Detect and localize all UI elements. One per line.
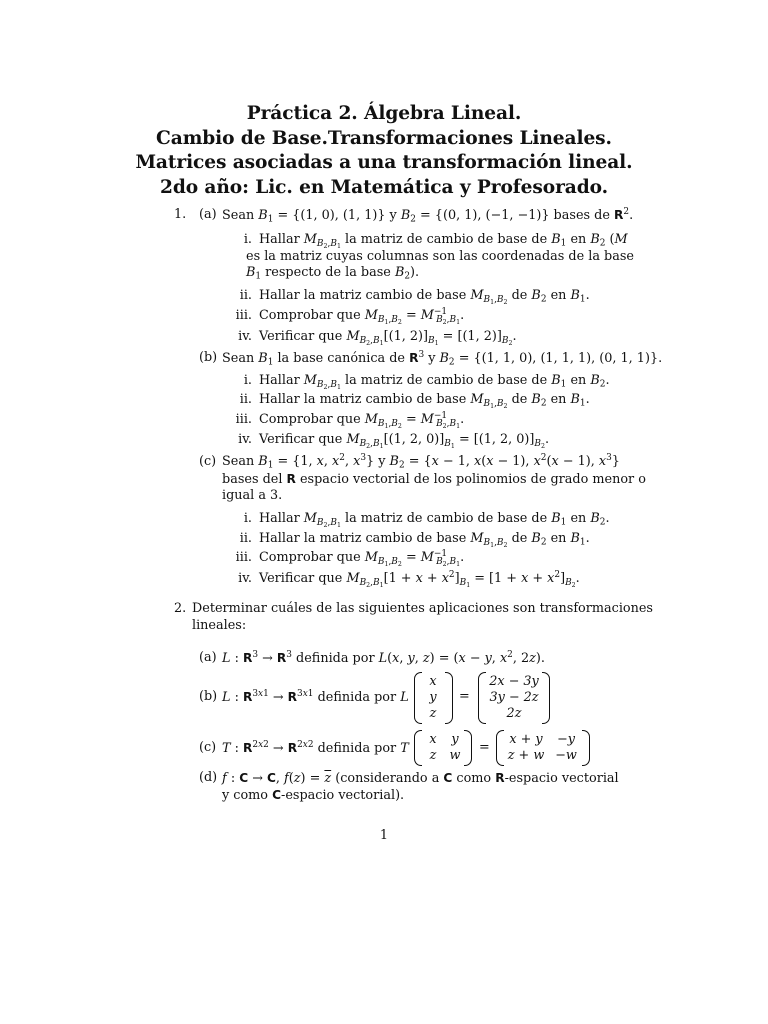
item-1a-iii-text: Comprobar que $M_{B_1,B_2} = M^{-1}_{B_2,B_1}$.: [259, 307, 465, 326]
exercise-1c-statement-line-3: igual a 3.: [222, 488, 283, 503]
item-1c-ii-text: Hallar la matriz cambio de base $M_{B_1,B_2}$ de $B_2$ en $B_1$.: [259, 531, 590, 549]
item-1c-ii-number: ii.: [239, 531, 252, 546]
item-1a-i-text-line-1: Hallar $M_{B_2,B_1}$ la matriz de cambio de base de $B_1$ en $B_2$ (M: [259, 232, 628, 250]
item-1c-i-text: Hallar $M_{B_2,B_1}$ la matriz de cambio de base de $B_1$ en $B_2$.: [259, 511, 610, 529]
item-1b-iii-number: iii.: [235, 412, 252, 427]
title-line-1: Práctica 2. Álgebra Lineal.: [246, 103, 522, 124]
item-1b-iv-text: Verificar que $M_{B_2,B_1}[(1$, 2, $0)]_{B_1} = [(1$, 2, $0)]_{B_2}$.: [259, 432, 550, 450]
title-line-2: Cambio de Base.Transformaciones Lineales.: [156, 127, 612, 149]
exercise-2c-label: (c): [199, 740, 217, 755]
matrix-2c-right-r2c2: −w: [555, 748, 577, 763]
matrix-2c-left-close-paren: [464, 730, 472, 766]
item-1c-iv-text: Verificar que $M_{B_2,B_1}[1 + x + x^2]_{B_1} = [1 + x + x^2]_{B_2}$.: [259, 570, 580, 589]
matrix-2c-right-r1c1: x + y: [509, 732, 543, 747]
exercise-2d-label: (d): [199, 770, 218, 785]
exercise-2b-label: (b): [199, 689, 218, 704]
matrix-2c-equals: =: [479, 740, 490, 755]
item-1a-iv-text: Verificar que $M_{B_2,B_1}[(1$, $2)]_{B_1} = [(1$, $2)]_{B_2}$.: [259, 329, 517, 347]
item-1c-i-number: i.: [243, 511, 252, 526]
matrix-2c-right-r2c1: z + w: [507, 748, 545, 763]
matrix-2b-right-row-2: 3y − 2z: [489, 690, 539, 705]
exercise-1a-statement: Sean $B_1 = \{(1$, 0), (1, 1)} y $B_2 = \{(0$, 1), (−1, −1)} bases de $R^2$.: [222, 207, 634, 225]
matrix-2c-right-close-paren: [582, 730, 590, 766]
item-1b-ii-number: ii.: [239, 392, 252, 407]
item-1b-iii-text: Comprobar que $M_{B_1,B_2} = M^{-1}_{B_2,B_1}$.: [259, 411, 465, 430]
item-1c-iv-number: iv.: [238, 571, 252, 586]
item-1c-iii-number: iii.: [235, 550, 252, 565]
item-1b-iv-number: iv.: [238, 432, 252, 447]
matrix-2b-left-close-paren: [445, 672, 453, 724]
page-number: 1: [379, 828, 389, 843]
matrix-2b-right-row-3: 2z: [506, 706, 522, 721]
matrix-2b-right-row-1: 2x − 3y: [489, 674, 539, 689]
matrix-2c-right-open-paren: [496, 730, 504, 766]
item-1b-ii-text: Hallar la matriz cambio de base $M_{B_1,B_2}$ de $B_2$ en $B_1$.: [259, 392, 590, 410]
matrix-2b-left-open-paren: [414, 672, 422, 724]
exercise-1c-statement-line-1: Sean $B_1 = \{1$, x, $x^2$, $x^3$} y $B_2 = \{x - 1$, x(x − 1), $x^2(x - 1)$, $x^3$}: [222, 453, 620, 471]
item-1a-i-text-line-3: $B_1$ respecto de la base $B_2$).: [246, 265, 420, 282]
exercise-2a-label: (a): [199, 650, 217, 665]
item-1b-i-text: Hallar $M_{B_2,B_1}$ la matriz de cambio de base de $B_1$ en $B_2$.: [259, 373, 610, 391]
exercise-1a-label: (a): [199, 207, 217, 222]
exercise-2c-text: T : $R^{2x2} \to R^{2x2}$ definida por T: [222, 740, 409, 756]
exercise-1b-statement: Sean $B_1$ la base canónica de $R^3$ y $B_2 = \{(1$, 1, 0), (1, 1, 1), (0, 1, 1)}.: [222, 350, 663, 368]
matrix-2b-equals: =: [459, 689, 470, 704]
item-1a-iii-number: iii.: [235, 308, 252, 323]
matrix-2b-right-close-paren: [542, 672, 550, 724]
exercise-1c-statement-line-2: bases del R espacio vectorial de los polinomios de grado menor o: [222, 472, 646, 487]
exercise-2-intro-line-1: Determinar cuáles de las siguientes aplicaciones son transformaciones: [192, 601, 653, 616]
exercise-2-number: 2.: [174, 601, 187, 616]
matrix-2c-left-open-paren: [414, 730, 422, 766]
matrix-2c-right-r1c2: −y: [557, 732, 575, 747]
title-line-3: Matrices asociadas a una transformación lineal.: [135, 152, 633, 173]
exercise-2d-text-line-1: f : C → C, $f(z) = \overline{z}$ (considerando a C como R-espacio vectorial: [222, 771, 619, 786]
exercise-2a-text: L : $R^3 \to R^3$ definida por L(x, y, z) = (x − y, $x^2$, 2z).: [222, 650, 545, 666]
matrix-2c-left-x: x: [429, 732, 437, 747]
item-1a-iv-number: iv.: [238, 329, 252, 344]
matrix-2b-left-y: y: [429, 690, 437, 705]
matrix-2b-left-z: z: [429, 706, 437, 721]
matrix-2c-left-w: w: [449, 748, 461, 763]
item-1a-ii-number: ii.: [239, 288, 252, 303]
item-1b-i-number: i.: [243, 373, 252, 388]
matrix-2c-left-y: y: [451, 732, 459, 747]
title-line-4: 2do año: Lic. en Matemática y Profesorado.: [160, 176, 608, 198]
exercise-2-intro-line-2: lineales:: [192, 618, 247, 633]
document-title: [0, 102, 768, 200]
item-1c-iii-text: Comprobar que $M_{B_1,B_2} = M^{-1}_{B_2,B_1}$.: [259, 549, 465, 568]
item-1a-ii-text: Hallar la matriz cambio de base $M_{B_1,B_2}$ de $B_2$ en $B_1$.: [259, 288, 590, 306]
item-1a-i-number: i.: [243, 232, 252, 247]
matrix-2c-left-z: z: [429, 748, 437, 763]
exercise-1b-label: (b): [199, 350, 218, 365]
matrix-2b-right-open-paren: [478, 672, 486, 724]
exercise-2b-text: L : $R^{3x1} \to R^{3x1}$ definida por L: [222, 689, 409, 705]
matrix-2b-left-x: x: [429, 674, 437, 689]
exercise-1c-label: (c): [199, 454, 217, 469]
item-1a-i-text-line-2: es la matriz cuyas columnas son las coordenadas de la base: [246, 249, 634, 264]
exercise-2d-text-line-2: y como C-espacio vectorial).: [222, 788, 405, 803]
exercise-1-number: 1.: [174, 207, 187, 222]
